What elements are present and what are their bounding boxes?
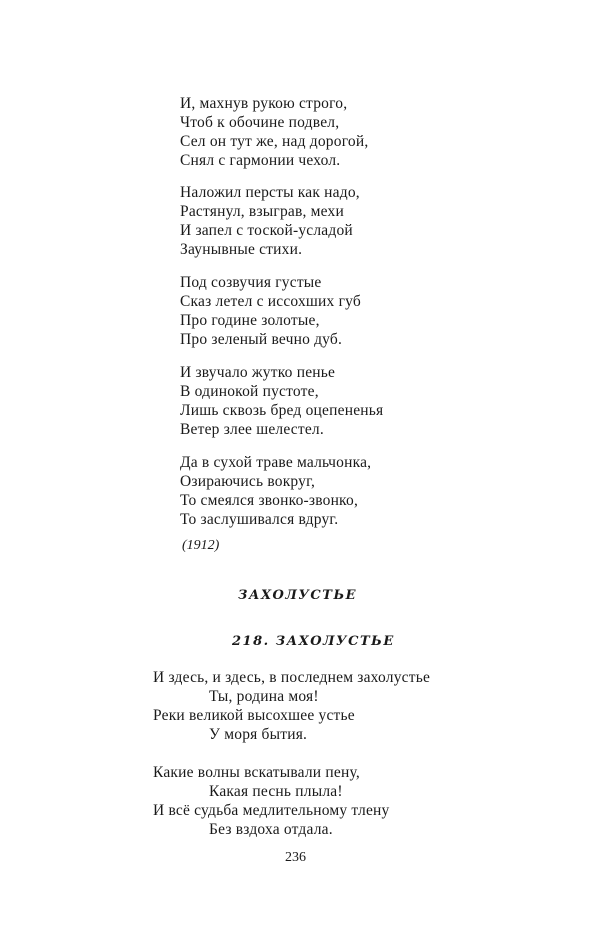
poem-line: Заунывные стихи.	[180, 241, 303, 258]
poem-line: И звучало жутко пенье	[180, 364, 336, 381]
poem-line: Чтоб к обочине подвел,	[180, 114, 340, 131]
poem-line: Снял с гармонии чехол.	[180, 152, 341, 169]
poem-line: То заслушивался вдруг.	[180, 511, 339, 528]
poem-line: Какая песнь плыла!	[209, 783, 343, 800]
poem-line: Про године золотые,	[180, 312, 320, 329]
poem-line: Про зеленый вечно дуб.	[180, 331, 343, 348]
poem-line: И здесь, и здесь, в последнем захолустье	[153, 669, 431, 686]
poem-line: Ветер злее шелестел.	[180, 421, 324, 438]
poem-line: Сказ летел с иссохших губ	[180, 293, 361, 310]
poem-line: Наложил персты как надо,	[180, 184, 360, 201]
poem-line: В одинокой пустоте,	[180, 383, 319, 400]
poem-line: Озираючись вокруг,	[180, 473, 316, 490]
poem-line: Какие волны вскатывали пену,	[153, 764, 360, 781]
poem-date: (1912)	[182, 538, 220, 553]
poem-line: Лишь сквозь бред оцепененья	[180, 402, 384, 419]
poem-title: 218. ЗАХОЛУСТЬЕ	[232, 634, 395, 649]
poem-line: Без вздоха отдала.	[209, 821, 333, 838]
poem-line: И запел с тоской-усладой	[180, 222, 353, 239]
poem-line: Реки великой высохшее устье	[153, 707, 355, 724]
poem-line: У моря бытия.	[209, 726, 308, 743]
poem-line: И, махнув рукою строго,	[180, 95, 348, 112]
poem-line: Сел он тут же, над дорогой,	[180, 133, 369, 150]
poem-line: И всё судьба медлительному тлену	[153, 802, 390, 819]
poem-line: Да в сухой траве мальчонка,	[180, 454, 372, 471]
poem-line: Ты, родина моя!	[209, 688, 319, 705]
section-title: ЗАХОЛУСТЬЕ	[238, 588, 358, 603]
page-number: 236	[285, 850, 306, 865]
poem-line: Под созвучия густые	[180, 274, 322, 291]
poem-line: То смеялся звонко-звонко,	[180, 492, 359, 509]
poem-line: Растянул, взыграв, мехи	[180, 203, 344, 220]
